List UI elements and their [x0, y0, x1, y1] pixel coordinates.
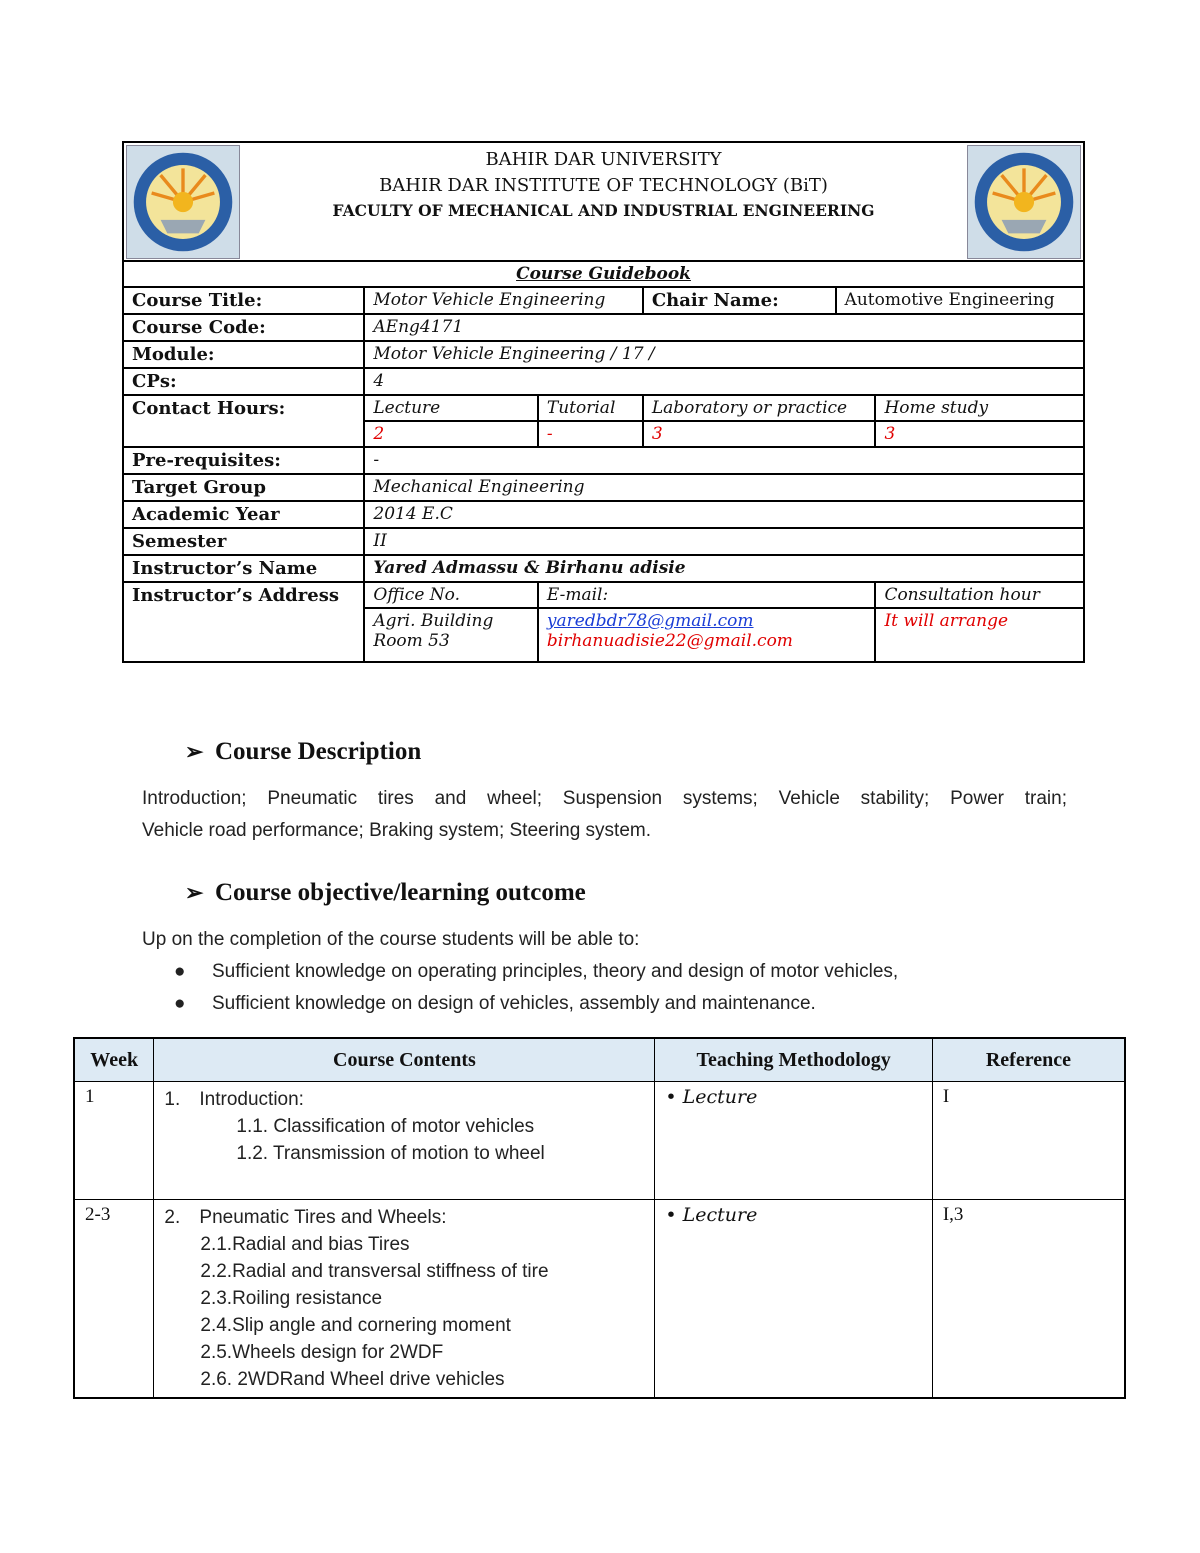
- method-cell: • Lecture: [655, 1082, 932, 1200]
- course-objective-heading: [185, 879, 586, 907]
- cps-label: CPs:: [123, 368, 364, 395]
- contact-header-home: Home study: [875, 395, 1084, 421]
- objective-bullet-2: [174, 993, 816, 1015]
- chair-value: Automotive Engineering: [836, 287, 1084, 314]
- filled-circle-bullet-icon: ●: [174, 993, 186, 1014]
- week-cell: 1: [74, 1082, 154, 1200]
- chair-label: Chair Name:: [643, 287, 836, 314]
- guidebook-title: Course Guidebook: [123, 261, 1084, 287]
- instructor-name-value: Yared Admassu & Birhanu adisie: [364, 555, 1084, 582]
- reference-cell: I: [932, 1082, 1125, 1200]
- arrowhead-bullet-icon: ➢: [185, 739, 204, 764]
- office-value: [364, 608, 538, 662]
- cps-value: 4: [364, 368, 1084, 395]
- schedule-header-row: [74, 1038, 1125, 1082]
- semester-label: Semester: [123, 528, 364, 555]
- contents-cell: [154, 1200, 655, 1399]
- subtopic: 2.4.Slip angle and cornering moment: [200, 1315, 511, 1336]
- description-line-1: Introduction; Pneumatic tires and wheel; Suspension systems; Vehicle stability; Power train;: [142, 788, 1067, 809]
- consultation-value: It will arrange: [875, 608, 1084, 662]
- prereq-value: -: [364, 447, 1084, 474]
- course-objective-title: Course objective/learning outcome: [215, 879, 586, 906]
- header-teaching-methodology: Teaching Methodology: [655, 1038, 932, 1082]
- contact-value-home: 3: [875, 421, 1084, 447]
- instructor-address-label: Instructor’s Address: [123, 582, 364, 662]
- subtopic: 1.2. Transmission of motion to wheel: [236, 1143, 545, 1164]
- contents-cell: [154, 1082, 655, 1200]
- office-room: Room 53: [373, 631, 450, 651]
- contact-value-tutorial: -: [538, 421, 643, 447]
- subtopic: 2.5.Wheels design for 2WDF: [200, 1342, 444, 1363]
- academic-year-label: Academic Year: [123, 501, 364, 528]
- reference-cell: I,3: [932, 1200, 1125, 1399]
- contact-value-lecture: 2: [364, 421, 538, 447]
- header-week: Week: [74, 1038, 154, 1082]
- week-cell: 2-3: [74, 1200, 154, 1399]
- subtopic: 2.1.Radial and bias Tires: [200, 1234, 410, 1255]
- course-description-heading: [185, 738, 422, 766]
- objective-bullet-1: [174, 961, 899, 983]
- table-row: [74, 1200, 1125, 1399]
- objective-bullet-text: Sufficient knowledge on operating principles, theory and design of motor vehicles,: [212, 961, 899, 982]
- table-row: [74, 1082, 1125, 1200]
- institute-name: BAHIR DAR INSTITUTE OF TECHNOLOGY (BiT): [379, 175, 828, 196]
- course-title-value: Motor Vehicle Engineering: [364, 287, 642, 314]
- filled-circle-bullet-icon: ●: [174, 961, 186, 982]
- contact-value-lab: 3: [643, 421, 876, 447]
- email-birhanu: birhanuadisie22@gmail.com: [546, 631, 793, 651]
- course-title-label: Course Title:: [123, 287, 364, 314]
- contact-header-lecture: Lecture: [364, 395, 538, 421]
- prereq-label: Pre-requisites:: [123, 447, 364, 474]
- academic-year-value: 2014 E.C: [364, 501, 1084, 528]
- university-name: BAHIR DAR UNIVERSITY: [485, 149, 722, 170]
- subtopic: 2.3.Roiling resistance: [200, 1288, 383, 1309]
- course-description-title: Course Description: [215, 738, 422, 765]
- target-group-label: Target Group: [123, 474, 364, 501]
- module-label: Module:: [123, 341, 364, 368]
- target-group-value: Mechanical Engineering: [364, 474, 1084, 501]
- email-link-yared[interactable]: yaredbdr78@gmail.com: [546, 611, 754, 631]
- office-label: Office No.: [364, 582, 538, 608]
- email-label: E-mail:: [538, 582, 876, 608]
- module-value: Motor Vehicle Engineering / 17 /: [364, 341, 1084, 368]
- contact-header-lab: Laboratory or practice: [643, 395, 876, 421]
- office-building: Agri. Building: [373, 611, 494, 631]
- topic-line: 1. Introduction:: [164, 1089, 304, 1110]
- consultation-label: Consultation hour: [875, 582, 1084, 608]
- course-info-table: [122, 260, 1085, 663]
- objective-intro: Up on the completion of the course students will be able to:: [142, 929, 640, 950]
- letterhead: [122, 141, 1085, 262]
- course-code-value: AEng4171: [364, 314, 1084, 341]
- topic-line: 2. Pneumatic Tires and Wheels:: [164, 1207, 447, 1228]
- objective-bullet-text: Sufficient knowledge on design of vehicles, assembly and maintenance.: [212, 993, 816, 1014]
- instructor-name-label: Instructor’s Name: [123, 555, 364, 582]
- course-code-label: Course Code:: [123, 314, 364, 341]
- semester-value: II: [364, 528, 1084, 555]
- header-course-contents: Course Contents: [154, 1038, 655, 1082]
- arrowhead-bullet-icon: ➢: [185, 880, 204, 905]
- subtopic: 1.1. Classification of motor vehicles: [236, 1116, 535, 1137]
- subtopic: 2.2.Radial and transversal stiffness of tire: [200, 1261, 549, 1282]
- course-schedule-table: [73, 1037, 1126, 1399]
- method-cell: • Lecture: [655, 1200, 932, 1399]
- header-reference: Reference: [932, 1038, 1125, 1082]
- description-line-2: Vehicle road performance; Braking system; Steering system.: [142, 820, 652, 841]
- email-values: [538, 608, 876, 662]
- university-logo-right: [967, 145, 1081, 259]
- contact-header-tutorial: Tutorial: [538, 395, 643, 421]
- faculty-name: FACULTY OF MECHANICAL AND INDUSTRIAL ENGINEERING: [332, 201, 875, 220]
- subtopic: 2.6. 2WDRand Wheel drive vehicles: [200, 1369, 505, 1390]
- contact-hours-label: Contact Hours:: [123, 395, 364, 447]
